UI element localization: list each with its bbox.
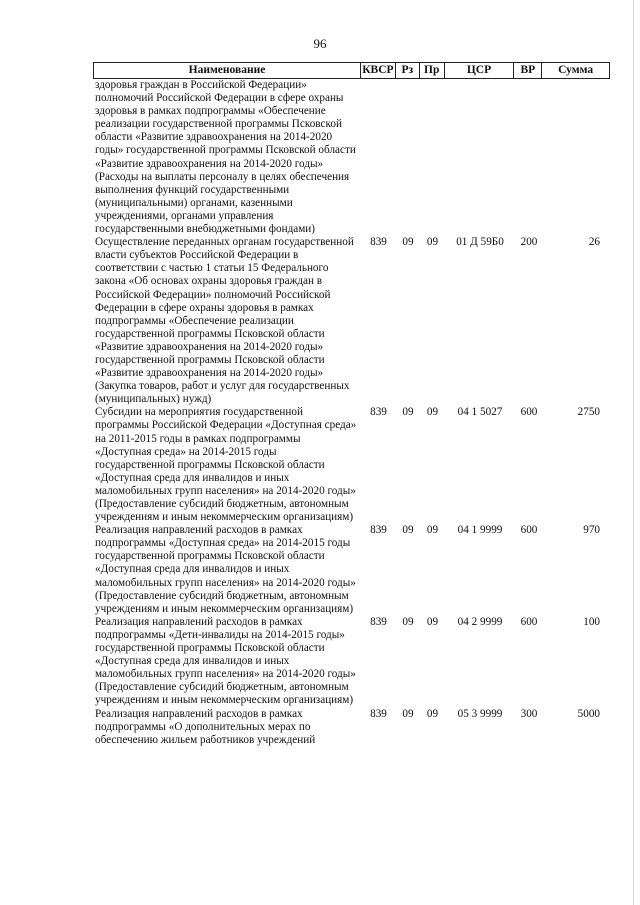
row-rz: 09: [402, 236, 414, 249]
row-pr: 09: [426, 236, 439, 249]
table-row: [93, 406, 610, 524]
row-pr: 09: [426, 707, 439, 720]
row-kvsr: 839: [370, 406, 387, 419]
row-name: Реализация направлений расходов в рамках подпрограммы «О дополнительных мерах по обеспечению жильем работников учреждений: [95, 707, 316, 746]
row-csr: 05 3 9999: [457, 707, 503, 720]
row-csr: 04 1 9999: [457, 524, 503, 537]
row-pr: [420, 79, 445, 236]
row-vr: 600: [520, 406, 538, 419]
row-sum: 5000: [577, 707, 600, 720]
row-name: Реализация направлений расходов в рамках подпрограммы «Дети-инвалиды на 2014-2015 годы» государственной программы Псковской области «Доступная среда для инвалидов и иных маломобильных групп населения» на 2014-2020 годы» (Предоставление субсидий бюджетным, автономным учреждениям и иным некоммерческим организациям): [95, 615, 356, 707]
row-kvsr: [361, 79, 396, 236]
row-sum: 2750: [577, 406, 600, 419]
row-name: Субсидии на мероприятия государственной программы Российской Федерации «Доступная среда» на 2011-2015 годы в рамках подпрограммы «Доступная среда» на 2014-2015 годы государственной программы Псковской области «Доступная среда для инвалидов и иных маломобильных групп населения» на 2014-2020 годы» (Предоставление субсидий бюджетным, автономным учреждениям и иным некоммерческим организациям): [95, 406, 357, 524]
header-sum: Сумма: [558, 64, 594, 76]
row-rz: 09: [402, 707, 414, 720]
row-pr: 09: [426, 524, 439, 537]
table-header: [93, 62, 610, 79]
table-row: [93, 616, 610, 708]
page-number: 96: [313, 36, 327, 51]
table-row: [93, 708, 610, 747]
row-sum: 970: [583, 524, 600, 537]
row-kvsr: 839: [370, 615, 387, 628]
row-pr: 09: [426, 406, 439, 419]
header-pr: Пр: [420, 63, 445, 78]
budget-table: [93, 62, 610, 747]
table-body: [93, 79, 610, 747]
row-sum: 100: [583, 615, 600, 628]
row-sum: 26: [588, 236, 600, 249]
row-kvsr: 839: [370, 707, 387, 720]
row-rz: 09: [402, 524, 414, 537]
row-kvsr: 839: [370, 236, 387, 249]
row-rz: [396, 79, 420, 236]
row-vr: 600: [520, 615, 538, 628]
row-rz: 09: [402, 406, 414, 419]
row-csr: [445, 79, 515, 236]
header-name: Наименование: [94, 63, 361, 78]
row-vr: 600: [520, 524, 538, 537]
row-csr: 01 Д 59Б0: [456, 236, 504, 249]
table-row: [93, 524, 610, 616]
row-vr: 300: [520, 707, 538, 720]
row-csr: 04 1 5027: [457, 406, 503, 419]
row-rz: 09: [402, 615, 414, 628]
header-kvsr: КВСР: [361, 63, 396, 78]
row-kvsr: 839: [370, 524, 387, 537]
row-vr: [515, 79, 543, 236]
row-pr: 09: [426, 615, 439, 628]
table-row: [93, 79, 610, 236]
scan-edge-line: [633, 0, 634, 905]
row-vr: 200: [520, 236, 538, 249]
header-csr: ЦСР: [445, 63, 515, 78]
header-vr: ВР: [514, 63, 542, 78]
table-row: [93, 236, 610, 406]
row-csr: 04 2 9999: [457, 615, 503, 628]
row-name: здоровья граждан в Российской Федерации» полномочий Российской Федерации в сфере охраны здоровья в рамках подпрограммы «Обеспечение реализации государственной программы Псковской области «Развитие здравоохранения на 2014-2020 годы» государственной программы Псковской области «Развитие здравоохранения на 2014-2020 годы» (Расходы на выплаты персоналу в целях обеспечения выполнения функций государственными (муниципальными) органами, казенными учреждениями, органами управления государственными внебюджетными фондами): [95, 79, 356, 236]
header-rz: Рз: [396, 63, 420, 78]
row-name: Осуществление переданных органам государственной власти субъектов Российской Федерации в соответствии с частью 1 статьи 15 Федерального закона «Об основах охраны здоровья граждан в Российской Федерации» полномочий Российской Федерации в сфере охраны здоровья в рамках подпрограммы «Обеспечение реализации государственной программы Псковской области «Развитие здравоохранения на 2014-2020 годы» государственной программы Псковской области «Развитие здравоохранения на 2014-2020 годы» (Закупка товаров, работ и услуг для государственных (муниципальных) нужд): [95, 236, 354, 406]
row-name: Реализация направлений расходов в рамках подпрограммы «Доступная среда» на 2014-2015 годы государственной программы Псковской области «Доступная среда для инвалидов и иных маломобильных групп населения» на 2014-2020 годы» (Предоставление субсидий бюджетным, автономным учреждениям и иным некоммерческим организациям): [95, 524, 356, 615]
row-sum: [543, 79, 610, 236]
